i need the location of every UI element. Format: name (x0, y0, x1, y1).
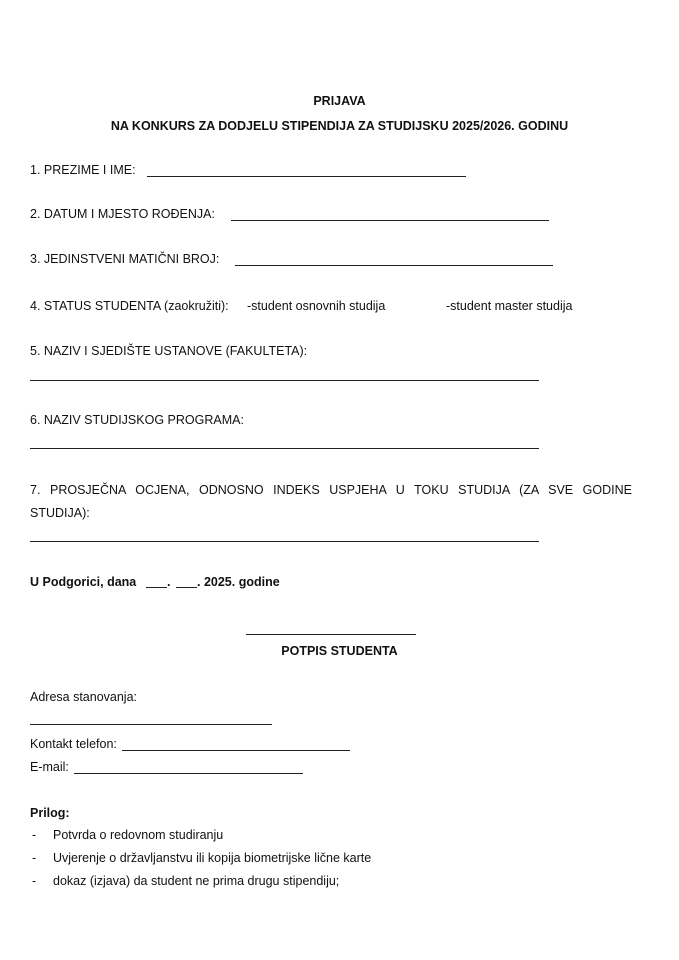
signature-line[interactable] (246, 634, 416, 635)
phone-line[interactable] (122, 750, 350, 751)
attachment-item: Uvjerenje o državljanstvu ili kopija biometrijske lične karte (53, 851, 372, 865)
field-birth-line[interactable] (231, 220, 549, 221)
field-jmb-label: 3. JEDINSTVENI MATIČNI BROJ: (30, 252, 220, 266)
phone-label: Kontakt telefon: (30, 737, 117, 751)
attachment-bullet: - (32, 828, 37, 842)
form-title: PRIJAVA (313, 94, 366, 108)
field-jmb-line[interactable] (235, 265, 553, 266)
address-line[interactable] (30, 724, 272, 725)
attachment-item: Potvrda o redovnom studiranju (53, 828, 224, 842)
field-name-label: 1. PREZIME I IME: (30, 163, 136, 177)
signature-label: POTPIS STUDENTA (281, 644, 398, 658)
field-institution-label: 5. NAZIV I SJEDIŠTE USTANOVE (FAKULTETA): (30, 344, 308, 358)
date-suffix: . 2025. godine (197, 575, 280, 589)
field-grade-label-line2: STUDIJA): (30, 506, 90, 520)
email-label: E-mail: (30, 760, 69, 774)
date-day-blank[interactable] (146, 587, 167, 588)
status-option-master[interactable]: -student master studija (446, 299, 573, 313)
attachment-bullet: - (32, 851, 37, 865)
attachment-item: dokaz (izjava) da student ne prima drugu stipendiju; (53, 874, 340, 888)
field-birth-label: 2. DATUM I MJESTO ROĐENJA: (30, 207, 215, 221)
address-label: Adresa stanovanja: (30, 690, 138, 704)
status-option-basic[interactable]: -student osnovnih studija (247, 299, 386, 313)
date-month-blank[interactable] (176, 587, 197, 588)
attachment-bullet: - (32, 874, 37, 888)
date-prefix: U Podgorici, dana (30, 575, 137, 589)
field-status-label: 4. STATUS STUDENTA (zaokružiti): (30, 299, 229, 313)
email-line[interactable] (74, 773, 303, 774)
field-program-label: 6. NAZIV STUDIJSKOG PROGRAMA: (30, 413, 244, 427)
field-grade-line[interactable] (30, 541, 539, 542)
attachments-heading: Prilog: (30, 806, 70, 820)
field-name-line[interactable] (147, 176, 466, 177)
form-subtitle: NA KONKURS ZA DODJELU STIPENDIJA ZA STUDIJSKU 2025/2026. GODINU (110, 119, 569, 133)
date-sep1: . (167, 575, 171, 589)
field-grade-label-line1: 7. PROSJEČNA OCJENA, ODNOSNO INDEKS USPJEHA U TOKU STUDIJA (ZA SVE GODINE (30, 483, 632, 497)
field-institution-line[interactable] (30, 380, 539, 381)
field-program-line[interactable] (30, 448, 539, 449)
